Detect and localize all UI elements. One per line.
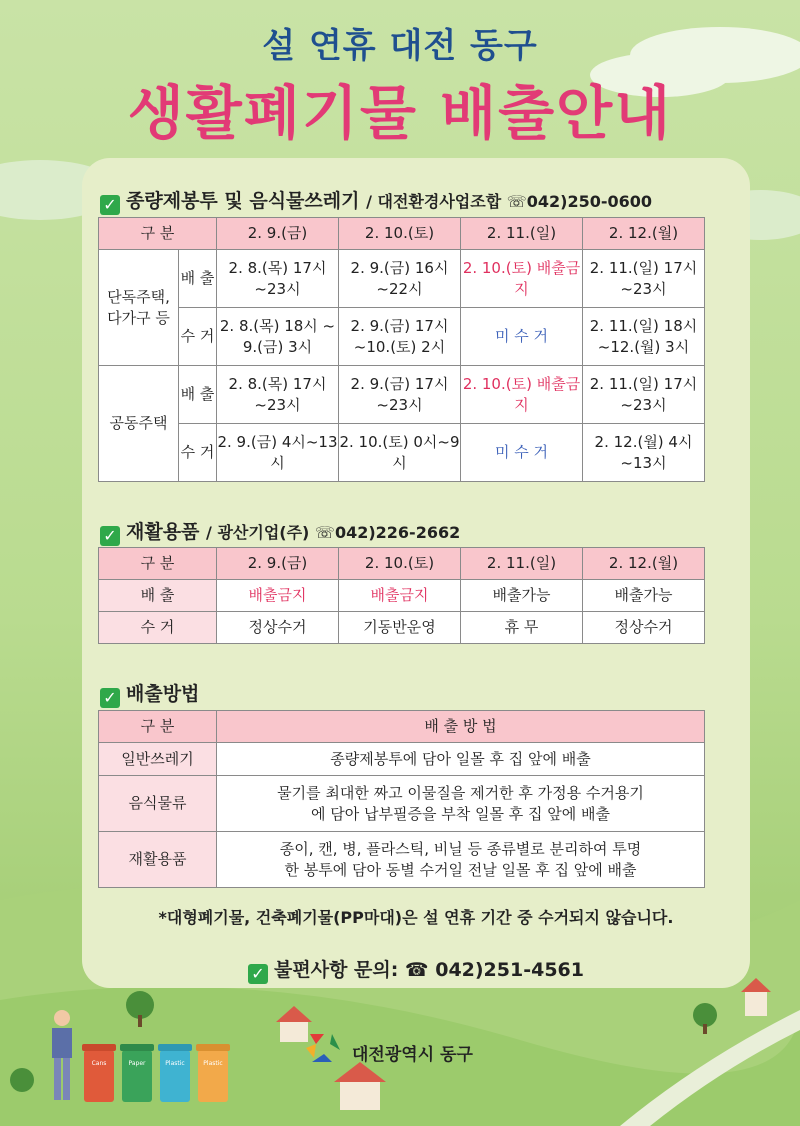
table-cell: 배출금지	[339, 580, 461, 612]
table-cell: 휴 무	[461, 612, 583, 644]
table-cell: 2. 9.(금) 17시 ~10.(토) 2시	[339, 308, 461, 366]
section2-table	[98, 547, 705, 644]
table-cell: 종이, 캔, 병, 플라스틱, 비닐 등 종류별로 분리하여 투명한 봉투에 담아 동별 수거일 전날 일몰 후 집 앞에 배출	[217, 832, 705, 888]
group-label: 단독주택, 다가구 등	[99, 250, 179, 366]
checkbox-icon: ✓	[100, 195, 120, 215]
table-cell: 2. 8.(목) 17시~23시	[217, 250, 339, 308]
section2-subtitle: / 광산기업(주) ☏042)226-2662	[206, 523, 461, 542]
recycle-bin-cans: Cans	[84, 1050, 114, 1102]
table-cell: 정상수거	[583, 612, 705, 644]
table-cell: 2. 11.(일) 18시 ~12.(월) 3시	[583, 308, 705, 366]
table-cell: 2. 9.(금) 4시~13시	[217, 424, 339, 482]
section3-title: ✓ 배출방법	[100, 679, 199, 708]
table-cell: 2. 12.(월) 4시~13시	[583, 424, 705, 482]
table-header: 배 출 방 법	[217, 711, 705, 743]
group-label: 공동주택	[99, 366, 179, 482]
row-label: 배 출	[99, 580, 217, 612]
contact-line: ✓ 불편사항 문의: ☎ 042)251-4561	[82, 955, 750, 984]
row-label: 일반쓰레기	[99, 743, 217, 776]
header-line2: 생활폐기물 배출안내	[127, 79, 673, 147]
table-cell: 물기를 최대한 짜고 이물질을 제거한 후 가정용 수거용기에 담아 납부필증을 부착 일몰 후 집 앞에 배출	[217, 776, 705, 832]
table-cell: 미 수 거	[461, 424, 583, 482]
header-line1: 설 연휴 대전 동구	[262, 26, 538, 66]
recycle-bin-plastic: Plastic	[160, 1050, 190, 1102]
table-cell: 2. 10.(토) 배출금지	[461, 366, 583, 424]
table-header: 구 분	[99, 548, 217, 580]
table-cell: 2. 10.(토) 배출금지	[461, 250, 583, 308]
table-header: 2. 9.(금)	[217, 218, 339, 250]
row-label: 수 거	[99, 612, 217, 644]
section3-table	[98, 710, 705, 888]
table-header: 2. 10.(토)	[339, 548, 461, 580]
table-cell: 기동반운영	[339, 612, 461, 644]
recycle-bin-plastic-2: Plastic	[198, 1050, 228, 1102]
table-header: 2. 11.(일)	[461, 548, 583, 580]
checkbox-icon: ✓	[100, 526, 120, 546]
table-cell: 2. 9.(금) 16시~22시	[339, 250, 461, 308]
table-cell: 정상수거	[217, 612, 339, 644]
table-cell: 배출금지	[217, 580, 339, 612]
table-header: 2. 11.(일)	[461, 218, 583, 250]
notice-text: *대형폐기물, 건축폐기물(PP마대)은 설 연휴 기간 중 수거되지 않습니다.	[158, 908, 674, 927]
table-cell: 배출가능	[583, 580, 705, 612]
recycle-bin-paper: Paper	[122, 1050, 152, 1102]
table-cell: 종량제봉투에 담아 일몰 후 집 앞에 배출	[217, 743, 705, 776]
row-label: 배 출	[179, 250, 217, 308]
section2-title: ✓ 재활용품 / 광산기업(주) ☏042)226-2662	[100, 517, 460, 546]
table-header: 2. 10.(토)	[339, 218, 461, 250]
checkbox-icon: ✓	[248, 964, 268, 984]
checkbox-icon: ✓	[100, 688, 120, 708]
section1-title: ✓ 종량제봉투 및 음식물쓰레기 / 대전환경사업조합 ☏042)250-0600	[100, 186, 652, 215]
table-cell: 2. 11.(일) 17시~23시	[583, 366, 705, 424]
row-label: 음식물류	[99, 776, 217, 832]
org-name: 대전광역시 동구	[352, 1045, 473, 1065]
table-cell: 2. 9.(금) 17시~23시	[339, 366, 461, 424]
section1-subtitle: / 대전환경사업조합 ☏042)250-0600	[366, 192, 653, 211]
row-label: 재활용품	[99, 832, 217, 888]
row-label: 배 출	[179, 366, 217, 424]
table-cell: 배출가능	[461, 580, 583, 612]
table-header: 구 분	[99, 218, 217, 250]
row-label: 수 거	[179, 308, 217, 366]
section1-table	[98, 217, 705, 482]
row-label: 수 거	[179, 424, 217, 482]
table-cell: 미 수 거	[461, 308, 583, 366]
table-cell: 2. 11.(일) 17시~23시	[583, 250, 705, 308]
table-cell: 2. 8.(목) 17시~23시	[217, 366, 339, 424]
table-header: 2. 12.(월)	[583, 218, 705, 250]
table-cell: 2. 8.(목) 18시 ~ 9.(금) 3시	[217, 308, 339, 366]
table-header: 2. 9.(금)	[217, 548, 339, 580]
table-header: 2. 12.(월)	[583, 548, 705, 580]
table-header: 구 분	[99, 711, 217, 743]
table-cell: 2. 10.(토) 0시~9시	[339, 424, 461, 482]
